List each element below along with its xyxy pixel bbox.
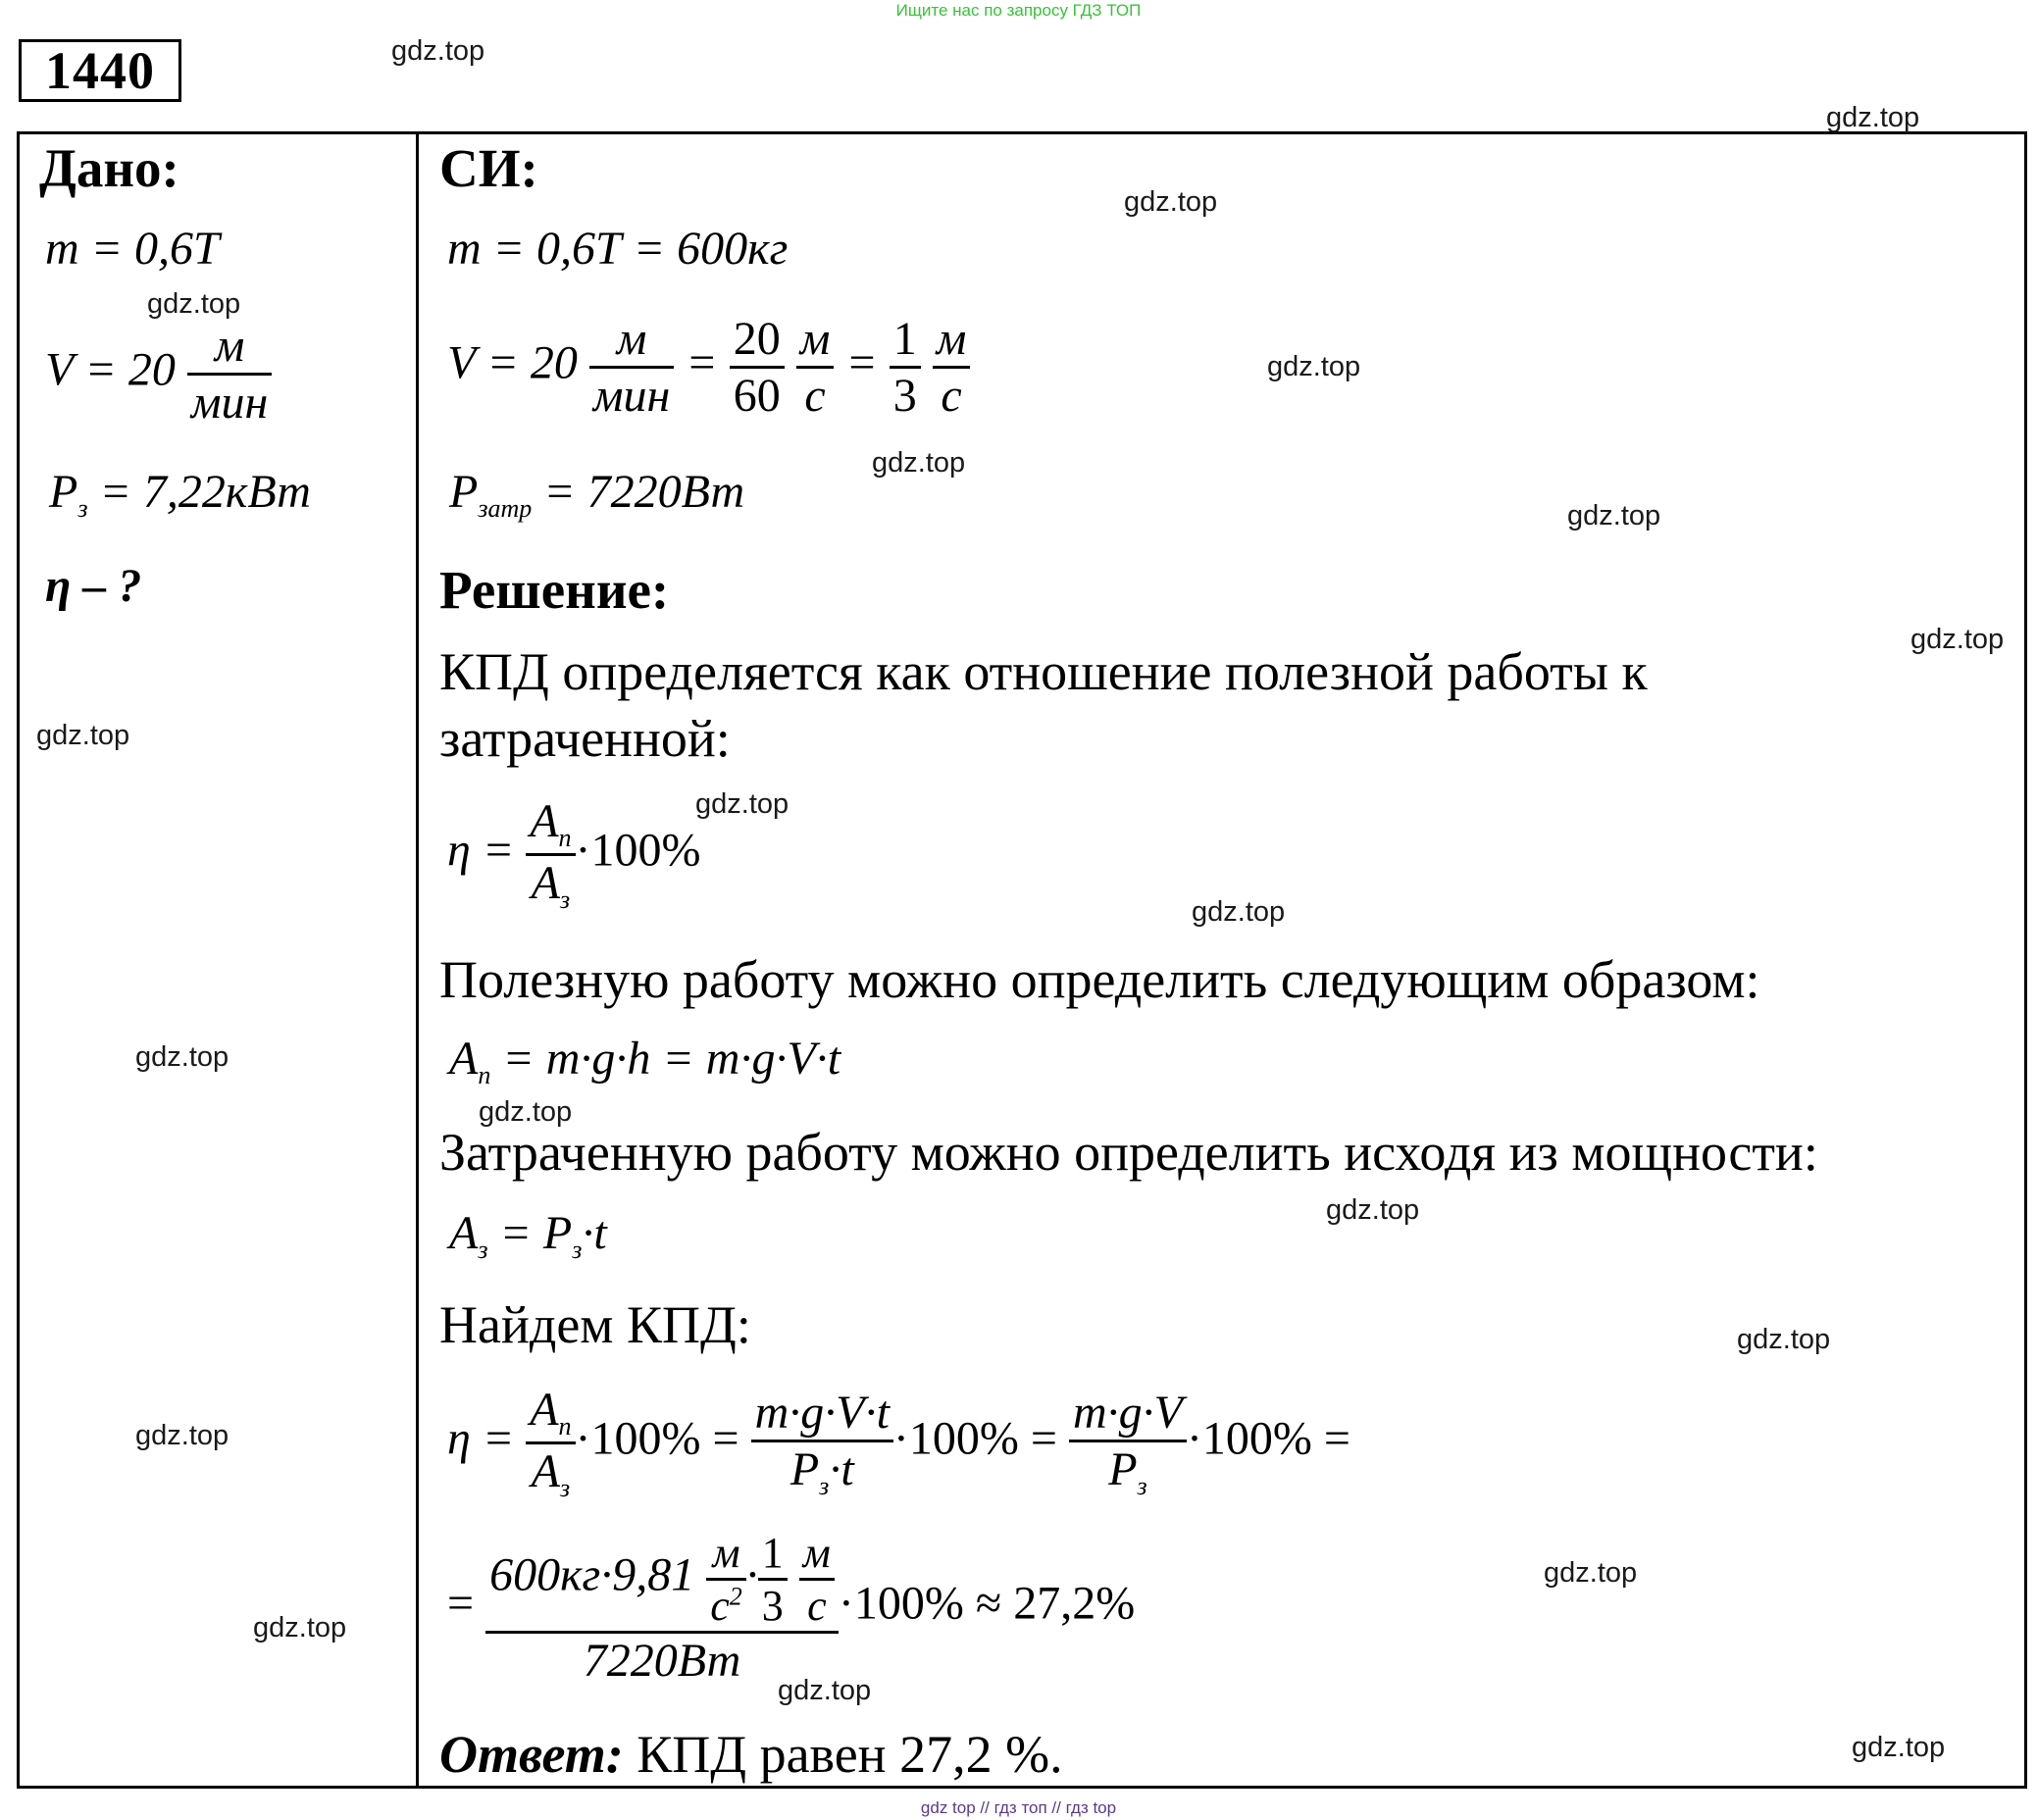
fraction-denominator: с [933, 366, 971, 423]
fraction-numerator: м [214, 320, 245, 372]
derivation-fraction-3 [1069, 1386, 1187, 1501]
watermark: gdz.top [1124, 186, 1218, 218]
solution-text-4: Найдем КПД: [439, 1295, 751, 1354]
watermark: gdz.top [36, 720, 130, 751]
fraction-numerator: $A_n$ [530, 1384, 572, 1441]
watermark: gdz.top [1826, 102, 1920, 133]
spent-work-time: ·t [582, 1207, 607, 1259]
solution-text-1a: КПД определяется как отношение полезной работы к [439, 642, 1648, 701]
si-velocity [447, 312, 970, 423]
efficiency-calculation [447, 1528, 1135, 1688]
derivation-fraction-1 [526, 1383, 575, 1503]
watermark: gdz.top [1192, 896, 1286, 928]
eta-symbol: η = [447, 824, 515, 877]
watermark: gdz.top [479, 1096, 573, 1128]
solution-header: Решение: [439, 560, 670, 620]
power-symbol: P [449, 466, 479, 518]
si-header: СИ: [439, 138, 538, 198]
an-symbol: $A_n$ [449, 1033, 491, 1089]
fraction-denominator: 3 [890, 366, 921, 423]
fraction-numerator: $A_n$ [530, 795, 572, 852]
percent-factor: ·100% = [575, 1412, 739, 1465]
watermark: gdz.top [391, 35, 485, 67]
one-third [758, 1528, 788, 1631]
si-mass: m = 0,6Т = 600кг [447, 223, 789, 275]
si-fraction-2 [730, 312, 785, 423]
spent-work-formula [449, 1206, 607, 1265]
percent-factor: ·100% = [1186, 1412, 1350, 1465]
si-power [449, 465, 744, 524]
fraction-denominator: 3 [758, 1578, 788, 1631]
spent-work-expression: = P [487, 1207, 573, 1259]
watermark: gdz.top [695, 788, 789, 820]
az-symbol: $A_з$ [449, 1207, 488, 1264]
efficiency-formula [447, 794, 701, 915]
efficiency-fraction [526, 794, 575, 915]
given-power [49, 465, 311, 524]
power-symbol: P [49, 466, 78, 518]
given-velocity [45, 319, 272, 430]
watermark: gdz.top [1737, 1324, 1831, 1355]
given-velocity-left: V = 20 [45, 343, 176, 396]
given-header: Дано: [39, 138, 179, 198]
equals-sign: = [686, 336, 718, 389]
watermark: gdz.top [1267, 351, 1361, 382]
column-divider [416, 131, 419, 1789]
efficiency-derivation [447, 1383, 1350, 1503]
watermark: gdz.top [147, 288, 241, 320]
equals-sign: = [447, 1577, 475, 1630]
watermark: gdz.top [135, 1041, 229, 1073]
derivation-fraction-2 [751, 1386, 893, 1501]
fraction-denominator: $P_з\cdot t$ [751, 1440, 893, 1501]
power-value: = 7220Вт [532, 466, 745, 518]
useful-work-expression: = m·g·h = m·g·V·t [490, 1033, 841, 1085]
fraction-numerator: м [936, 313, 967, 365]
fraction-denominator: $A_з$ [526, 1441, 575, 1503]
si-fraction-4 [890, 312, 921, 423]
fraction-numerator: м [616, 313, 647, 365]
watermark: gdz.top [1326, 1194, 1420, 1226]
fraction-denominator: 7220Вт [485, 1631, 839, 1688]
watermark: gdz.top [1544, 1557, 1638, 1589]
watermark: gdz.top [1852, 1732, 1946, 1763]
given-mass: m = 0,6Т [45, 223, 220, 275]
task-number: 1440 [19, 39, 181, 102]
fraction-denominator: $P_з$ [1069, 1440, 1187, 1501]
fraction-denominator: с [796, 366, 835, 423]
numerator-expression: 600кг·9,81 [489, 1548, 695, 1601]
si-fraction-5 [933, 312, 971, 423]
acceleration-unit [706, 1528, 746, 1631]
fraction-denominator: с [799, 1578, 835, 1631]
solution-text-1b: затраченной: [439, 709, 731, 768]
fraction-numerator: 1 [892, 313, 917, 365]
final-result: ·100% ≈ 27,2% [838, 1577, 1136, 1630]
top-banner[interactable]: Ищите нас по запросу ГДЗ ТОП [895, 1, 1142, 20]
given-unknown: η – ? [45, 560, 142, 612]
velocity-unit [799, 1528, 835, 1631]
watermark: gdz.top [872, 447, 966, 479]
watermark: gdz.top [135, 1420, 229, 1451]
footer-links[interactable]: gdz top // гдз топ // гдз top [920, 1798, 1117, 1817]
answer-label: Ответ: [439, 1725, 624, 1784]
fraction-denominator: мин [187, 373, 272, 430]
fraction-numerator: м [802, 1529, 831, 1577]
fraction-numerator: 1 [761, 1529, 784, 1577]
si-velocity-left: V = 20 [447, 336, 578, 389]
fraction-numerator: м [799, 313, 831, 365]
useful-work-formula [449, 1032, 840, 1090]
power-subscript: з [77, 494, 88, 523]
si-fraction-1 [589, 312, 674, 423]
p-subscript: з [572, 1236, 583, 1264]
fraction-denominator: $с^2$ [706, 1578, 746, 1631]
watermark: gdz.top [1567, 500, 1661, 531]
power-subscript: затр [478, 494, 533, 523]
solution-text-2: Полезную работу можно определить следующим образом: [439, 950, 1760, 1009]
si-fraction-3 [796, 312, 835, 423]
fraction-numerator: 20 [733, 313, 781, 365]
fraction-denominator: 60 [730, 366, 785, 423]
percent-factor: ·100% = [892, 1412, 1057, 1465]
watermark: gdz.top [1910, 624, 2005, 655]
eta-symbol: η = [447, 1412, 515, 1465]
answer-line [439, 1724, 1063, 1785]
fraction-denominator: $A_з$ [526, 853, 575, 915]
solution-text-3: Затраченную работу можно определить исходя из мощности: [439, 1123, 1818, 1182]
percent-factor: ·100% [575, 824, 701, 877]
fraction-numerator: 600кг·9,81 $\frac{м}{с^2}$ · $\frac{1}{3}$ $\frac{м}{с}$ [485, 1528, 839, 1631]
fraction-numerator: m·g·V·t [754, 1386, 890, 1439]
answer-text: КПД равен 27,2 %. [623, 1725, 1063, 1784]
calculation-fraction [485, 1528, 839, 1688]
watermark: gdz.top [778, 1675, 872, 1706]
given-velocity-fraction [187, 319, 272, 430]
equals-sign: = [845, 336, 878, 389]
power-value: = 7,22кВт [87, 466, 311, 518]
fraction-numerator: м [712, 1529, 740, 1577]
fraction-denominator: мин [589, 366, 674, 423]
watermark: gdz.top [253, 1612, 347, 1643]
fraction-numerator: m·g·V [1072, 1386, 1183, 1439]
